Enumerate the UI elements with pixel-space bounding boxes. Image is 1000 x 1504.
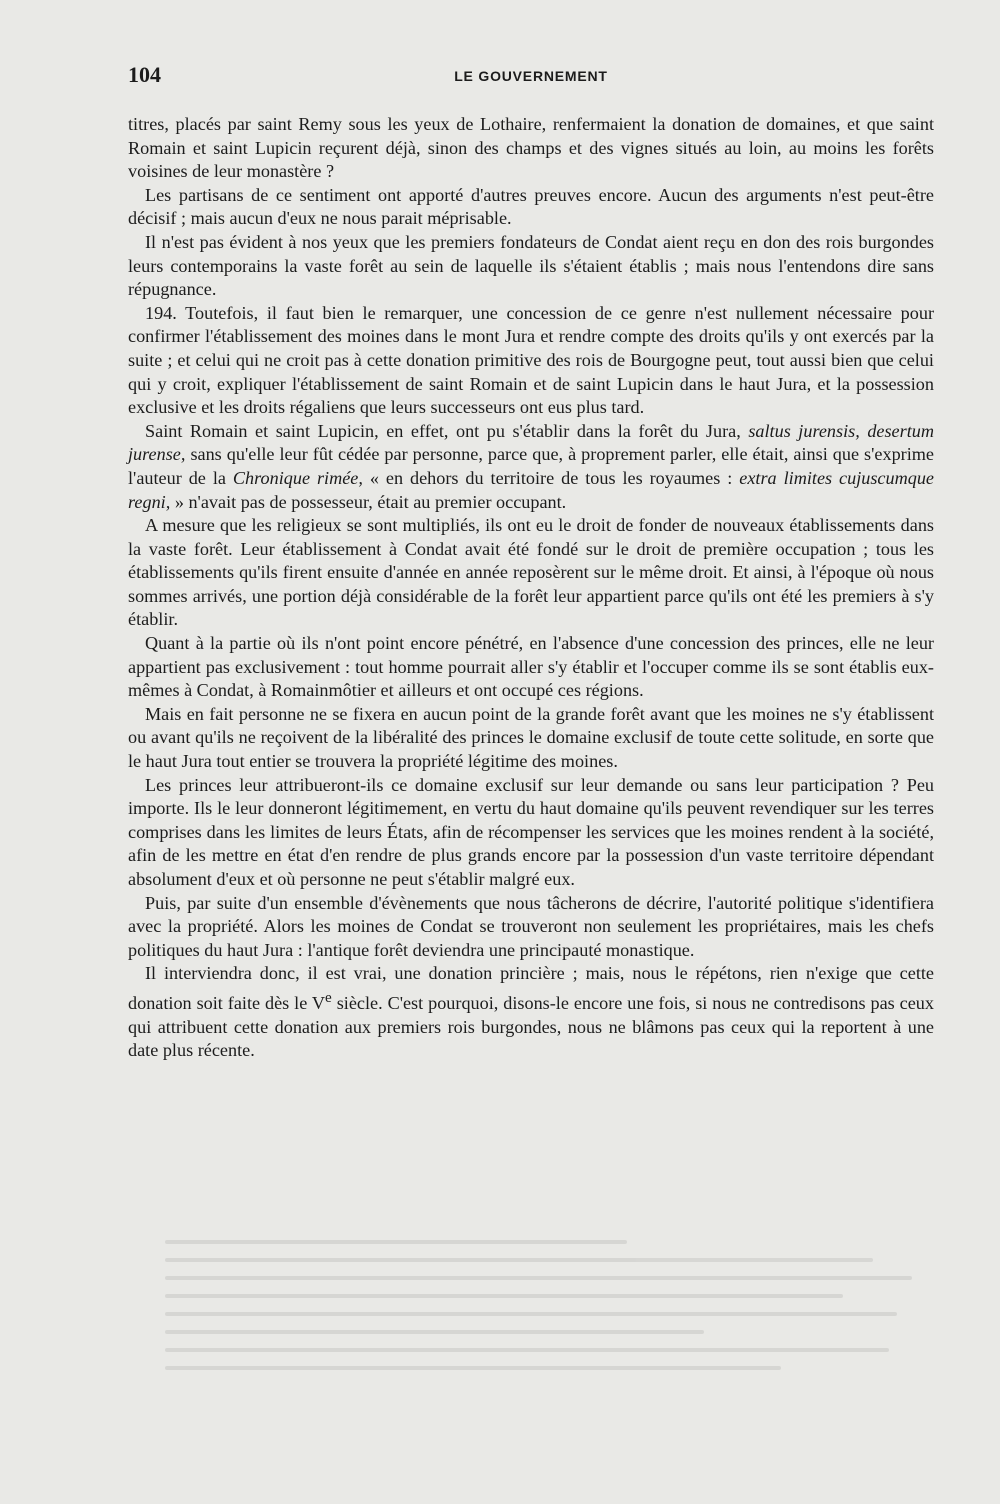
paragraph-section-194: 194. Toutefois, il faut bien le remarquer, une concession de ce genre n'est nullement nécessaire pour confirmer l'établissement des moines dans le mont Jura et rendre compte des droits qu'ils y ont exercés par la suite ; et celui qui ne croit pas à cette donation primitive des rois de Bourgogne peut, tout aussi bien que celui qui y croit, expliquer l'établissement de saint Romain et de saint Lupicin dans le haut Jura, et la possession exclusive et les droits régaliens que leurs successeurs ont eus plus tard. [128, 302, 934, 418]
paragraph-11-text-a: Il interviendra donc, il est vrai, une donation princière ; mais, nous le répétons, rien n'exige que cette donation soit faite dès le V [128, 963, 934, 1014]
body-text [128, 113, 934, 1063]
page-header [128, 62, 934, 92]
paragraph-2: Les partisans de ce sentiment ont apporté d'autres preuves encore. Aucun des arguments n'est peut-être décisif ; mais aucun d'eux ne nous parait méprisable. [128, 184, 934, 229]
paragraph-5-text-e: « en dehors du territoire de tous les royaumes : [362, 467, 740, 488]
century-superscript: e [325, 988, 332, 1006]
running-title: LE GOUVERNEMENT [454, 68, 608, 84]
latin-phrase-extra: extra limites cujuscumque regni, [128, 467, 934, 512]
paragraph-9: Les princes leur attribueront-ils ce domaine exclusif sur leur demande ou sans leur participation ? Peu importe. Ils le leur donneront légitimement, en vertu du haut domaine qu'ils peuvent revendiquer sur les terres comprises dans les limites de leurs États, afin de récompenser les services que les moines rendent à la société, afin de les mettre en état d'en rendre de plus grands encore par la possession d'un vaste territoire dépendant absolument d'eux et où personne ne peut s'établir malgré eux. [128, 774, 934, 889]
paragraph-5-text-a: Saint Romain et saint Lupicin, en effet, ont pu s'établir dans la forêt du Jura, [145, 420, 749, 441]
paragraph-1: titres, placés par saint Remy sous les yeux de Lothaire, renfermaient la donation de domaines, et que saint Romain et saint Lupicin reçurent déjà, sinon des champs et des vignes situés au loin, au moins les forêts voisines de leur monastère ? [128, 114, 934, 182]
work-title-chronique: Chronique rimée, [232, 467, 363, 488]
paragraph-5-text-c: sans qu'elle leur fût cédée par personne, parce que, à proprement parler, elle était, ainsi que s'exprime l'auteur de la [128, 444, 934, 488]
paragraph-8: Mais en fait personne ne se fixera en aucun point de la grande forêt avant que les moines ne s'y établissent ou avant qu'ils ne reçoivent de la libéralité des princes le domaine exclusif de toute cette solitude, en sorte que le haut Jura tout entier se trouvera la propriété légitime des moines. [128, 703, 934, 772]
paragraph-3: Il n'est pas évident à nos yeux que les premiers fondateurs de Condat aient reçu en don des rois burgondes leurs contemporains la vaste forêt au sein de laquelle ils s'étaient établis ; mais nous l'entendons dire sans répugnance. [128, 231, 934, 300]
paragraph-11-text-b: siècle. C'est pourquoi, disons-le encore une fois, si nous ne contredisons pas ceux qui attribuent cette donation aux premiers rois burgondes, nous ne blâmons pas ceux qui la reportent à une date plus récente. [128, 993, 934, 1061]
paragraph-7: Quant à la partie où ils n'ont point encore pénétré, en l'absence d'une concession des princes, elle ne leur appartient pas exclusivement : tout homme pourrait aller s'y établir et l'occuper comme ils se sont établis eux-mêmes à Condat, à Romainmôtier et ailleurs et ont occupé ces régions. [128, 633, 934, 701]
paragraph-5 [128, 420, 934, 514]
paragraph-6: A mesure que les religieux se sont multipliés, ils ont eu le droit de fonder de nouveaux établissements dans la vaste forêt. Leur établissement à Condat avait été fondé sur le droit de première occupation ; tous les établissements qu'ils firent ensuite d'année en année reposèrent sur le même droit. Et ainsi, à l'époque où nous sommes arrivés, une portion déjà considérable de la forêt leur appartient parce qu'ils ont été les premiers à s'y établir. [128, 515, 934, 630]
paragraph-5-text-g: » n'avait pas de possesseur, était au premier occupant. [170, 491, 567, 512]
latin-phrase-saltus: saltus jurensis, desertum jurense, [128, 420, 934, 465]
paragraph-11 [128, 962, 934, 1062]
paragraph-10: Puis, par suite d'un ensemble d'évènements que nous tâcherons de décrire, l'autorité politique s'identifiera avec la propriété. Alors les moines de Condat se trouveront non seulement les propriétaires, mais les chefs politiques du haut Jura : l'antique forêt deviendra une principauté monastique. [128, 892, 934, 960]
page-number: 104 [128, 62, 161, 87]
bleed-through-text [165, 1240, 935, 1420]
